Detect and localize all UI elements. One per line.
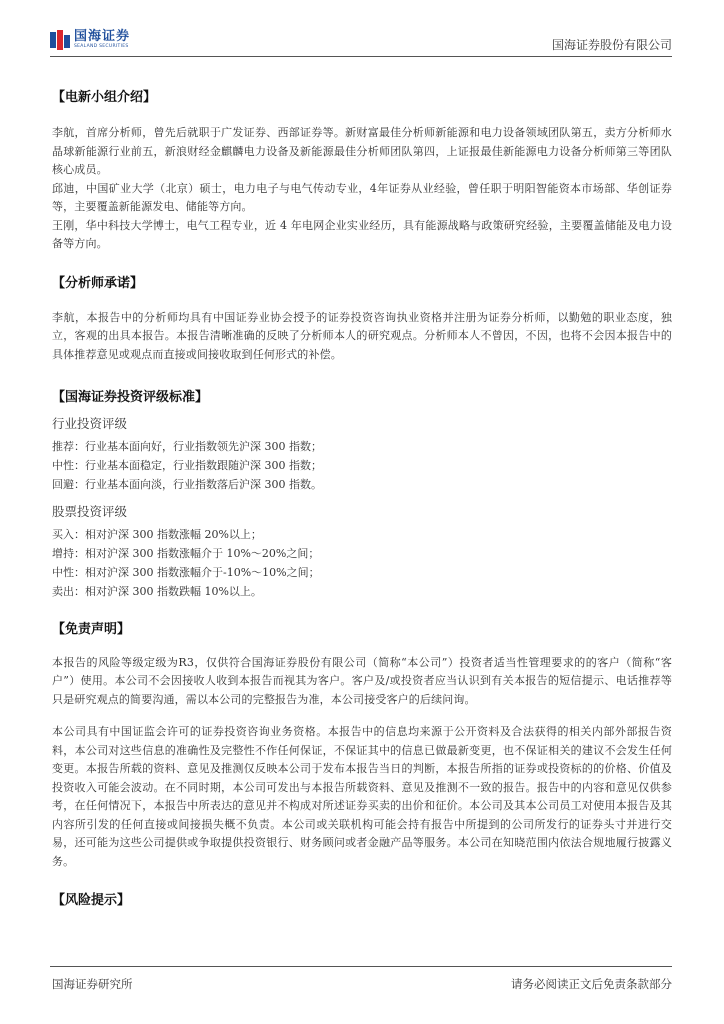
pledge-para: 李航，本报告中的分析师均具有中国证券业协会授予的证券投资咨询执业资格并注册为证券分析师，以勤勉的职业态度，独立，客观的出具本报告。本报告清晰准确的反映了分析师本人的研究观点。分析师本人不曾因，不因，也将不会因本报告中的具体推荐意见或观点而直接或间接收取到任何形式的补偿。 xyxy=(52,310,672,361)
industry-rating-item: 推荐：行业基本面向好，行业指数领先沪深 300 指数； xyxy=(52,440,322,453)
logo-mark-icon xyxy=(50,30,70,50)
header-divider xyxy=(50,56,672,57)
stock-rating-label: 股票投资评级 xyxy=(52,504,128,520)
company-logo xyxy=(50,30,130,50)
industry-rating-item: 中性：行业基本面稳定，行业指数跟随沪深 300 指数； xyxy=(52,458,322,472)
logo-en-text: SEALAND SECURITIES xyxy=(74,44,129,50)
pledge-section-title: 【分析师承诺】 xyxy=(52,275,144,291)
header-company-name: 国海证券股份有限公司 xyxy=(551,38,672,52)
stock-rating-item: 卖出：相对沪深 300 指数跌幅 10%以上。 xyxy=(52,584,262,598)
page-header xyxy=(0,0,724,58)
footer-notice: 请务必阅读正文后免责条款部分 xyxy=(511,977,672,991)
disclaimer-para-1: 本报告的风险等级定级为R3，仅供符合国海证券股份有限公司（简称“本公司”）投资者适当性管理要求的的客户（简称“客户”）使用。本公司不会因接收人收到本报告而视其为客户。客户及/或投资者应当认识到有关本报告的短信提示、电话推荐等只是研究观点的简要沟通，需以本公司的完整报告为准，本公司接受客户的后续问询。 xyxy=(52,655,672,706)
stock-rating-item: 中性：相对沪深 300 指数涨幅介于-10%～10%之间； xyxy=(52,565,320,579)
stock-rating-item: 增持：相对沪深 300 指数涨幅介于 10%～20%之间； xyxy=(52,547,320,561)
rating-section-title: 【国海证券投资评级标准】 xyxy=(52,390,209,405)
disclaimer-section-title: 【免责声明】 xyxy=(52,621,131,637)
team-para-1: 李航，首席分析师，曾先后就职于广发证券、西部证券等。新财富最佳分析师新能源和电力设备领域团队第五，卖方分析师水晶球新能源行业前五，新浪财经金麒麟电力设备及新能源最佳分析师团队第四，上证报最佳新能源电力设备分析师第三等团队核心成员。 xyxy=(52,126,672,176)
risk-section-title: 【风险提示】 xyxy=(52,893,131,909)
footer-divider xyxy=(50,966,672,967)
page-content xyxy=(52,80,672,908)
disclaimer-para-2: 本公司具有中国证监会许可的证券投资咨询业务资格。本报告中的信息均来源于公开资料及合法获得的相关内部外部报告资料，本公司对这些信息的准确性及完整性不作任何保证，不保证其中的信息已做最新变更，也不保证相关的建议不会发生任何变更。本报告所载的资料、意见及推测仅反映本公司于发布本报告当日的判断，本报告所指的证券或投资标的的价格、价值及投资收入可能会波动。在不同时期，本公司可发出与本报告所载资料、意见及推测不一致的报告。报告中的内容和意见仅供参考，在任何情况下，本报告中所表达的意见并不构成对所述证券买卖的出价和征价。本公司及其本公司员工对使用本报告及其内容所引发的任何直接或间接损失概不负责。本公司或关联机构可能会持有报告中所提到的公司所发行的证券头寸并进行交易，还可能为这些公司提供或争取提供投资银行、财务顾问或者金融产品等服务。本公司在知晓范围内依法合规地履行披露义务。 xyxy=(52,725,672,868)
team-section-title: 【电新小组介绍】 xyxy=(52,90,157,105)
team-para-3: 王刚，华中科技大学博士，电气工程专业，近 4 年电网企业实业经历，具有能源战略与政策研究经验，主要覆盖储能及电力设备等方向。 xyxy=(52,218,672,250)
stock-rating-item: 买入：相对沪深 300 指数涨幅 20%以上； xyxy=(52,528,262,542)
industry-rating-label: 行业投资评级 xyxy=(52,416,128,431)
team-para-2: 邱迪，中国矿业大学（北京）硕士，电力电子与电气传动专业，4年证券从业经验，曾任职于明阳智能资本市场部、华创证券等，主要覆盖新能源发电、储能等方向。 xyxy=(52,181,672,213)
footer-institute: 国海证券研究所 xyxy=(52,977,133,991)
industry-rating-item: 回避：行业基本面向淡，行业指数落后沪深 300 指数。 xyxy=(52,477,322,491)
logo-cn-text: 国海证券 xyxy=(74,29,131,45)
